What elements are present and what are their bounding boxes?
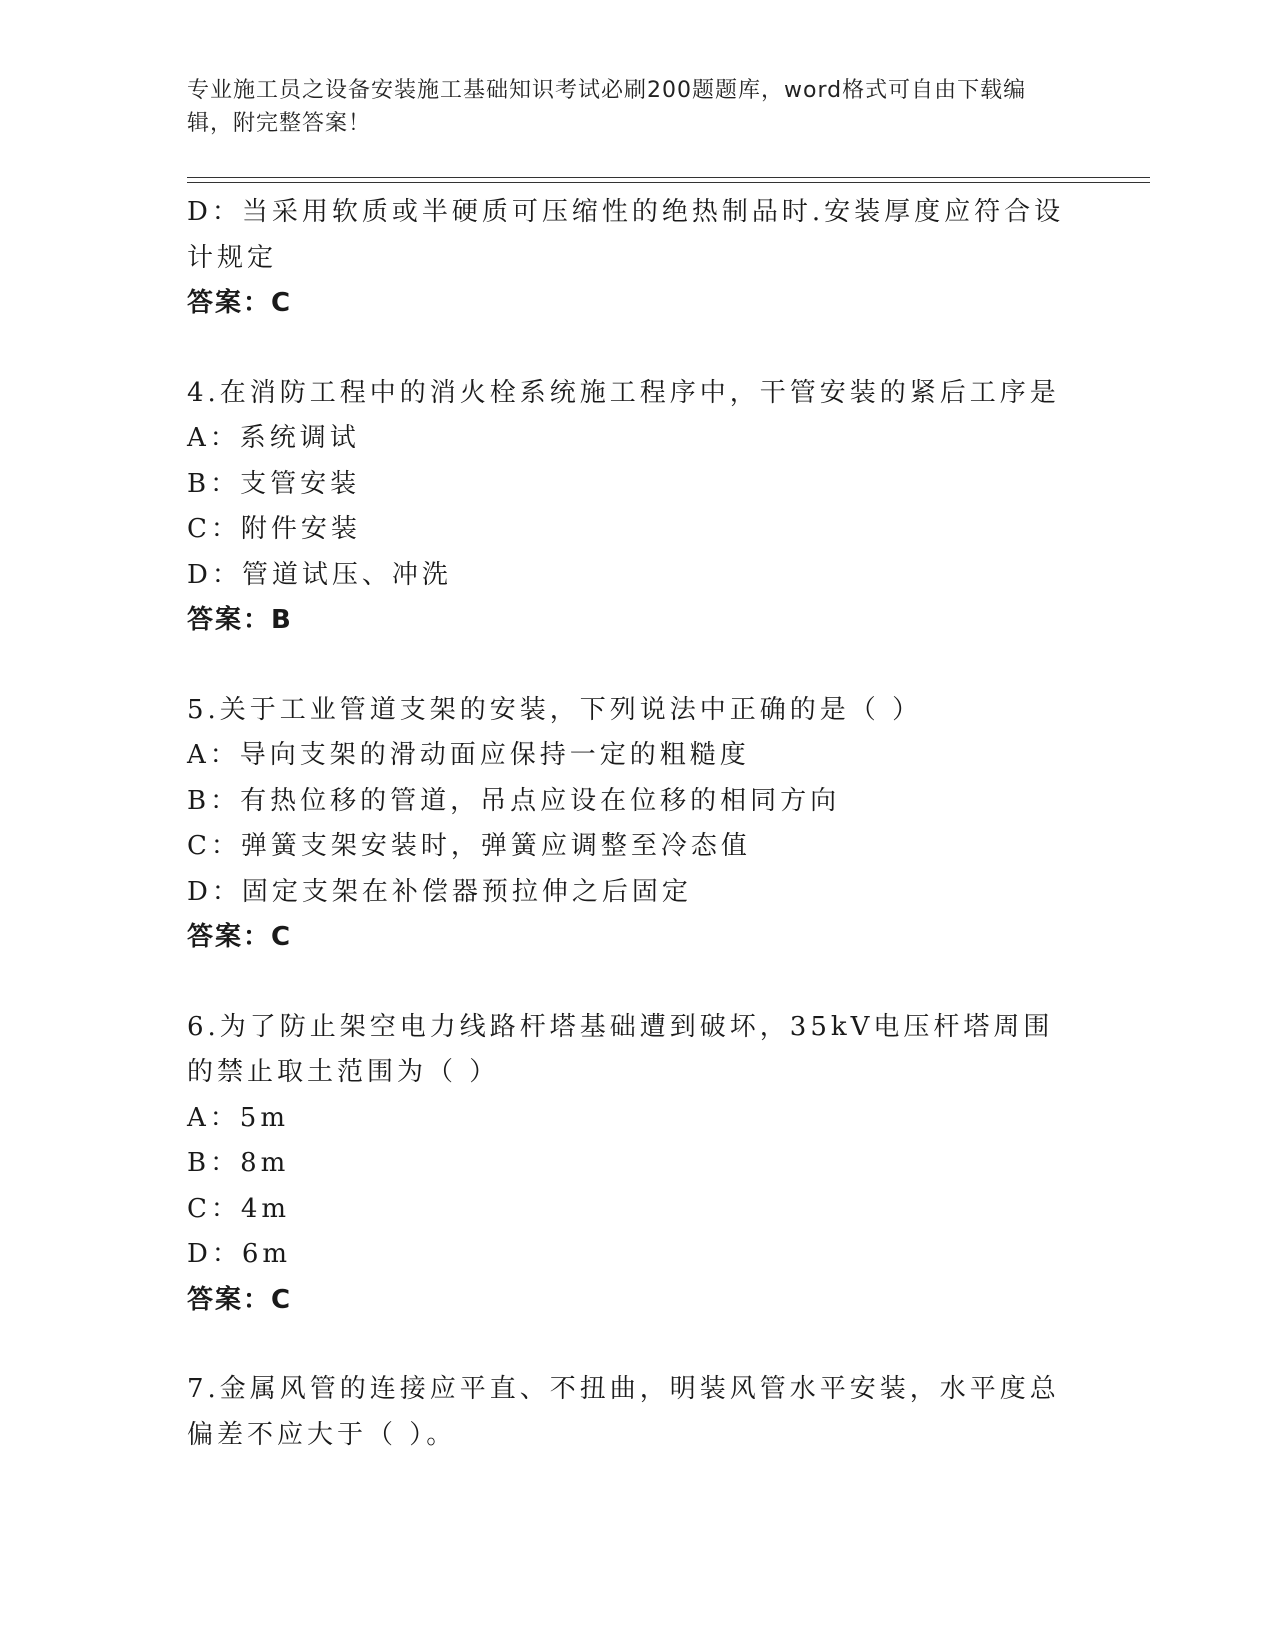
option-a: A：5m xyxy=(187,1102,289,1133)
answer: 答案：C xyxy=(187,922,293,952)
question-stem: 4.在消防工程中的消火栓系统施工程序中，干管安装的紧后工序是 xyxy=(187,377,1060,408)
question-6 xyxy=(187,1005,1067,1324)
question-5 xyxy=(187,688,1067,961)
option-a: A：导向支架的滑动面应保持一定的粗糙度 xyxy=(187,740,750,770)
question-3-tail xyxy=(187,190,1067,327)
header-divider-top xyxy=(187,177,1150,178)
option-d: D：6m xyxy=(187,1239,292,1269)
option-b: B：8m xyxy=(187,1148,290,1178)
question-stem: 7.金属风管的连接应平直、不扭曲，明装风管水平安装，水平度总偏差不应大于（ ）。 xyxy=(187,1374,1060,1450)
question-stem: 5.关于工业管道支架的安装，下列说法中正确的是（ ） xyxy=(187,694,923,725)
option-c: C：附件安装 xyxy=(187,514,361,544)
option-d: D：管道试压、冲洗 xyxy=(187,559,452,590)
header-divider-bottom xyxy=(187,182,1150,183)
option-c: C：4m xyxy=(187,1193,291,1224)
question-7 xyxy=(187,1367,1067,1458)
option-c: C：弹簧支架安装时，弹簧应调整至冷态值 xyxy=(187,831,751,861)
answer: 答案：C xyxy=(187,1284,293,1315)
option-a: A：系统调试 xyxy=(187,423,360,453)
question-4 xyxy=(187,371,1067,644)
answer: 答案：B xyxy=(187,605,293,635)
question-list xyxy=(187,190,1067,1458)
answer: 答案：C xyxy=(187,288,293,318)
option-d: D：当采用软质或半硬质可压缩性的绝热制品时.安装厚度应符合设计规定 xyxy=(187,197,1065,273)
question-stem: 6.为了防止架空电力线路杆塔基础遭到破坏，35kV电压杆塔周围的禁止取土范围为（ ） xyxy=(187,1011,1054,1087)
option-b: B：有热位移的管道，吊点应设在位移的相同方向 xyxy=(187,785,841,816)
option-d: D：固定支架在补偿器预拉伸之后固定 xyxy=(187,876,692,907)
option-b: B：支管安装 xyxy=(187,468,361,499)
document-header: 专业施工员之设备安装施工基础知识考试必刷200题题库，word格式可自由下载编辑，附完整答案！ xyxy=(187,78,1027,136)
